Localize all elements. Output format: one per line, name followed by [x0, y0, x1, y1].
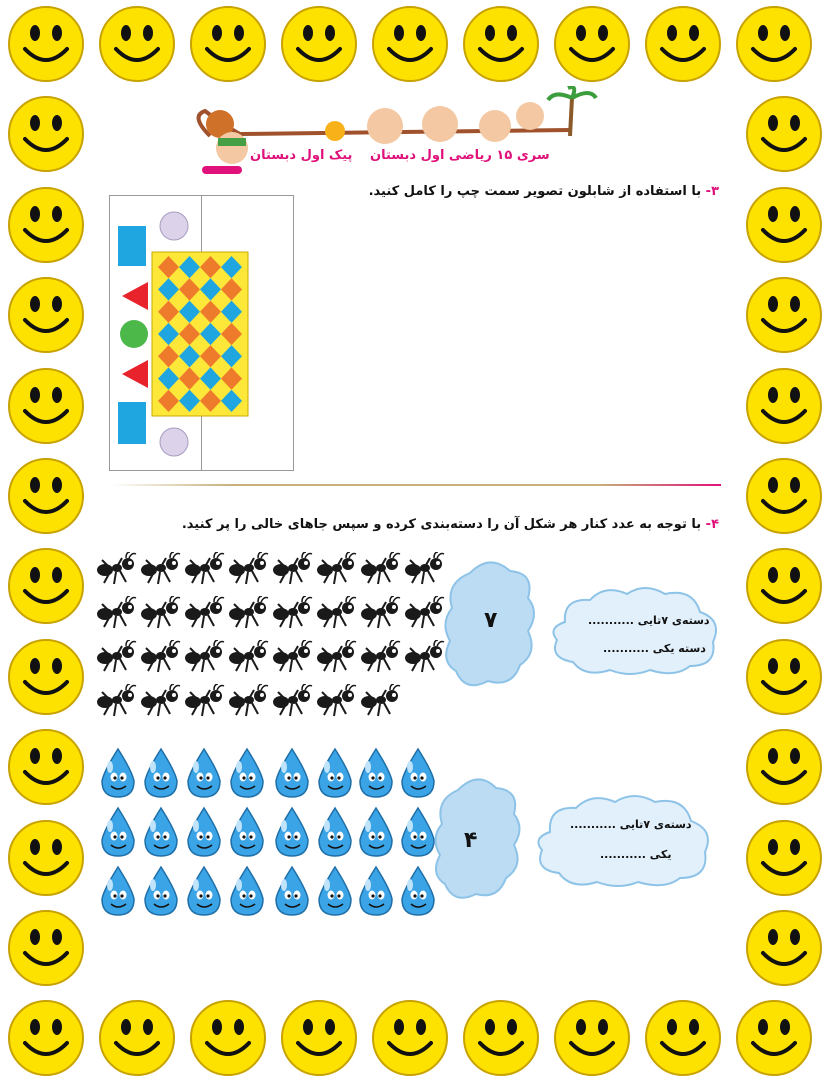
water-drop-icon [315, 806, 355, 858]
smiley-face-icon [644, 5, 722, 83]
water-drop-icon [184, 865, 224, 917]
smiley-face-icon [7, 547, 85, 625]
ants-answer-line-1: دسته‌ی ۷تایی ........... [588, 614, 710, 627]
ant-icon [316, 640, 358, 674]
blue-rectangle-icon [118, 402, 146, 444]
cap-icon [218, 138, 246, 146]
ant-icon [140, 596, 182, 630]
lavender-circle-icon [160, 212, 188, 240]
smiley-face-icon [371, 999, 449, 1077]
child-face-icon [216, 132, 248, 164]
water-drop-icon [141, 747, 181, 799]
ant-icon [228, 552, 270, 586]
water-drop-icon [227, 747, 267, 799]
ant-icon [272, 684, 314, 718]
smiley-face-icon [98, 5, 176, 83]
question-3 [369, 184, 719, 199]
ant-icon [360, 684, 402, 718]
water-drop-icon [227, 806, 267, 858]
water-drop-icon [272, 865, 312, 917]
blue-rectangle-icon [118, 226, 146, 266]
smiley-face-icon [7, 999, 85, 1077]
question-4 [182, 517, 719, 532]
smiley-face-icon [462, 999, 540, 1077]
sun-icon [325, 121, 345, 141]
smiley-face-icon [735, 5, 813, 83]
smiley-face-icon [7, 276, 85, 354]
ant-icon [96, 640, 138, 674]
pencil-icon [202, 166, 242, 174]
header-title-left: پیک اول دبستان [250, 148, 353, 163]
smiley-face-icon [7, 367, 85, 445]
section-divider [110, 482, 721, 488]
smiley-face-icon [745, 276, 823, 354]
smiley-face-icon [745, 186, 823, 264]
ant-icon [316, 596, 358, 630]
water-drop-icon [184, 806, 224, 858]
template-shapes [110, 196, 293, 470]
smiley-face-icon [7, 186, 85, 264]
ant-icon [228, 596, 270, 630]
smiley-face-icon [98, 999, 176, 1077]
ant-icon [184, 640, 226, 674]
header-title-right: سری ۱۵ ریاضی اول دبستان [370, 148, 550, 163]
water-drop-icon [141, 806, 181, 858]
smiley-face-icon [7, 728, 85, 806]
smiley-face-icon [371, 5, 449, 83]
ant-icon [272, 596, 314, 630]
number-cloud-drops [430, 770, 525, 905]
smiley-face-icon [745, 819, 823, 897]
answer-cloud-ants [545, 582, 723, 678]
red-triangle-icon [122, 282, 148, 310]
smiley-face-icon [189, 999, 267, 1077]
template-box [109, 195, 294, 471]
palm-trunk [570, 98, 572, 136]
smiley-face-icon [553, 5, 631, 83]
ants-answer-line-2: دسته یکی ........... [603, 642, 706, 655]
lavender-circle-icon [160, 428, 188, 456]
smiley-face-icon [189, 5, 267, 83]
ant-icon [272, 552, 314, 586]
drops-group-number: ۴ [464, 828, 478, 853]
ant-icon [96, 596, 138, 630]
question-3-text: با استفاده از شابلون تصویر سمت چپ را کامل کنید. [368, 184, 702, 199]
smiley-face-icon [745, 638, 823, 716]
red-triangle-icon [122, 360, 148, 388]
water-drop-icon [98, 806, 138, 858]
child-face-icon [516, 102, 544, 130]
ant-icon [360, 596, 402, 630]
ant-icon [140, 684, 182, 718]
ant-icon [228, 684, 270, 718]
ant-icon [360, 640, 402, 674]
water-drop-icon [98, 747, 138, 799]
question-3-number: ۳- [705, 184, 719, 199]
smiley-face-icon [7, 95, 85, 173]
smiley-face-icon [7, 457, 85, 535]
ant-icon [96, 684, 138, 718]
smiley-face-icon [553, 999, 631, 1077]
ant-icon [228, 640, 270, 674]
smiley-face-icon [280, 5, 358, 83]
header-illustration [180, 86, 600, 182]
ant-icon [184, 684, 226, 718]
green-circle-icon [120, 320, 148, 348]
water-drop-icon [272, 747, 312, 799]
ant-icon [316, 552, 358, 586]
water-drop-icon [98, 865, 138, 917]
child-face-icon [422, 106, 458, 142]
smiley-face-icon [644, 999, 722, 1077]
ant-icon [184, 596, 226, 630]
drops-answer-line-1: دسته‌ی ۷تایی ........... [570, 818, 692, 831]
child-face-icon [367, 108, 403, 144]
ant-icon [184, 552, 226, 586]
question-4-text: با توجه به عدد کنار هر شکل آن را دسته‌بندی کرده و سپس جاهای خالی را پر کنید. [181, 517, 702, 532]
child-face-icon [479, 110, 511, 142]
answer-cloud-drops [530, 790, 715, 890]
smiley-face-icon [745, 457, 823, 535]
question-4-number: ۴- [705, 517, 719, 532]
ant-icon [360, 552, 402, 586]
ant-icon [140, 552, 182, 586]
smiley-face-icon [7, 5, 85, 83]
smiley-face-icon [280, 999, 358, 1077]
smiley-face-icon [745, 728, 823, 806]
drops-answer-line-2: یکی ........... [600, 848, 672, 861]
water-drop-icon [227, 865, 267, 917]
smiley-face-icon [745, 547, 823, 625]
water-drop-icon [141, 865, 181, 917]
ant-icon [316, 684, 358, 718]
ant-icon [272, 640, 314, 674]
ant-icon [96, 552, 138, 586]
smiley-face-icon [7, 638, 85, 716]
smiley-face-icon [745, 367, 823, 445]
ant-icon [140, 640, 182, 674]
smiley-face-icon [745, 95, 823, 173]
water-drop-icon [356, 865, 396, 917]
water-drop-icon [272, 806, 312, 858]
water-drop-icon [184, 747, 224, 799]
smiley-face-icon [7, 819, 85, 897]
smiley-face-icon [7, 909, 85, 987]
smiley-face-icon [462, 5, 540, 83]
smiley-face-icon [745, 909, 823, 987]
water-drop-icon [315, 865, 355, 917]
water-drop-icon [315, 747, 355, 799]
smiley-face-icon [735, 999, 813, 1077]
ants-group-number: ۷ [484, 608, 498, 633]
water-drop-icon [356, 747, 396, 799]
water-drop-icon [356, 806, 396, 858]
